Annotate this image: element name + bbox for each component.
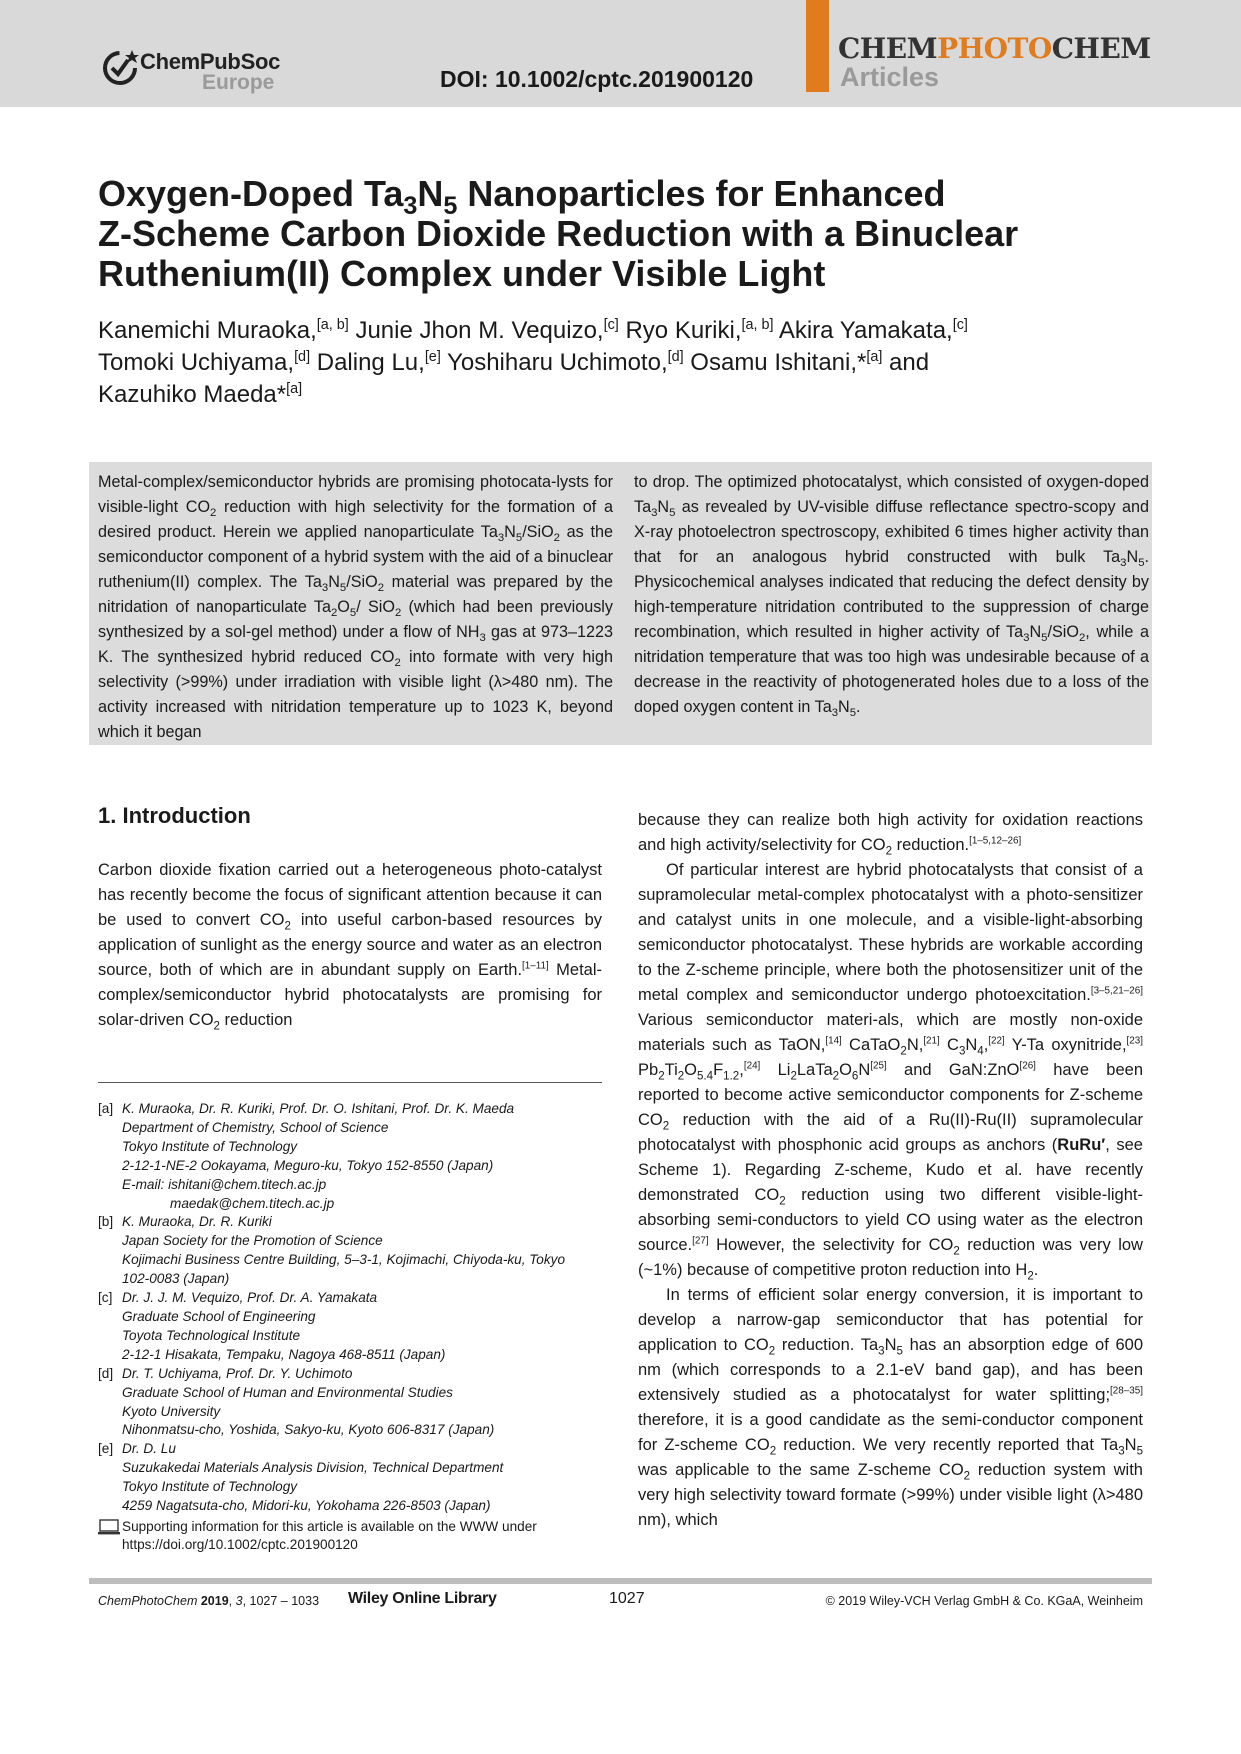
author-name: Akira Yamakata, <box>778 317 953 344</box>
affiliation-entry: [e] Dr. D. Lu Suzukakedai Materials Analysis Division, Technical Department Tokyo Institute of Technology 4259 Nagatsuta-cho, Midori-ku, Yokohama 226-8503 (Japan) <box>98 1441 504 1514</box>
logo-text-chempubsoc: ChemPubSoc <box>140 49 281 74</box>
citation-link[interactable]: [22] <box>988 1035 1005 1047</box>
author-name: Tomoki Uchiyama, <box>98 349 295 376</box>
journal-name: CHEMPHOTOCHEM <box>838 32 1151 65</box>
doi-label[interactable]: DOI: 10.1002/cptc.201900120 <box>440 66 754 92</box>
wiley-online-library-link[interactable]: Wiley Online Library <box>348 1590 497 1607</box>
supporting-information-note <box>98 1518 604 1554</box>
author-name: Yoshiharu Uchimoto, <box>447 349 668 376</box>
author-name: Osamu Ishitani,* <box>690 349 867 376</box>
affiliation-entry: [d] Dr. T. Uchiyama, Prof. Dr. Y. Uchimoto Graduate School of Human and Environmental Studies Kyoto University Nihonmatsu-cho, Yoshida, Sakyo-ku, Kyoto 606-8317 (Japan) <box>98 1365 495 1438</box>
page-number: 1027 <box>609 1590 645 1607</box>
citation-link[interactable]: [23] <box>1126 1035 1144 1047</box>
abstract-column-left: Metal-complex/semiconductor hybrids are promising photocata-lysts for visible-light $CO_2$ reduction with high selectivity for the formation of a desired product. Herein we applied nanoparticulate $Ta_3N_5/SiO_2$ as the semiconductor component of a hybrid system with the aid of a binuclear ruthenium(II) complex. The $Ta_3N_5/SiO_2$ material was prepared by the nitridation of nanoparticulate $Ta_2O_5/$ SiO$_2$ (which had been previously synthesized by a sol-gel method) under a flow of $NH_3$ gas at 973–1223 K. The synthesized hybrid reduced $CO_2$ into formate with very high selectivity (>99%) under irradiation with visible light (λ>480 nm). The activity increased with nitridation temperature up to 1023 K, beyond which it began <box>98 473 614 741</box>
citation-link[interactable]: [28–35] <box>1110 1385 1143 1397</box>
affiliation-entry: [c] Dr. J. J. M. Vequizo, Prof. Dr. A. Yamakata Graduate School of Engineering Toyota Technological Institute 2-12-1 Hisakata, Tempaku, Nagoya 468-8511 (Japan) <box>98 1290 446 1362</box>
section-type: Articles <box>840 62 940 92</box>
footer-divider <box>89 1578 1152 1584</box>
intro-column-right: because they can realize both high activity for oxidation reactions and high activity/selectivity for $CO_2$ reduction.[1–5,12–26] Of particular interest are hybrid photocatalysts that consist of a supramolecular metal-complex photocatalyst with a photo-sensitizer and catalyst units in one molecule, and a visible-light-absorbing semiconductor photocatalyst. These hybrids are workable according to the Z-scheme principle, where both the photosensitizer unit of the metal complex and semiconductor undergo photoexcitation.[3–5,21–26] Various semiconductor materi-als, which are mostly non-oxide materials such as TaON,[14] CaTaO$_2$N,[21] $C_3N_4,[22]$ Y-Ta oxynitride,[23] $Pb_2Ti_2O_{5.4}F_{1.2},[24]$ $Li_2LaTa_2O_6N[25]$ and GaN:ZnO[26] have been reported to become active semiconductor components for Z-scheme $CO_2$ reduction with the aid of a Ru(II)-Ru(II) supramolecular photocatalyst with phosphonic acid groups as anchors (RuRu′, see Scheme 1). Regarding Z-scheme, Kudo et al. have recently demonstrated $CO_2$ reduction using two different visible-light-absorbing semi-conductors to yield CO using water as the electron source.[27] However, the selectivity for $CO_2$ reduction was very low (~1%) because of competitive proton reduction into $H_2$. In terms of efficient solar energy conversion, it is important to develop a narrow-gap semiconductor that has potential for application to $CO_2$ reduction. $Ta_3N_5$ has an absorption edge of 600 nm (which corresponds to a 2.1-eV band gap), and has been extensively studied as a photocatalyst for water splitting;[28–35] therefore, it is a good candidate as the semi-conductor component for Z-scheme $CO_2$ reduction. We very recently reported that $Ta_3N_5$ was applicable to the same Z-scheme $CO_2$ reduction system with very high selectivity toward formate (>99%) under visible light (λ>480 nm), which <box>638 811 1144 1529</box>
citation-footer: ChemPhotoChem 2019, 3, 1027 – 1033 <box>98 1594 320 1608</box>
chempubsoc-logo-icon <box>100 46 144 90</box>
author-list: Kanemichi Muraoka,[a, b] Junie Jhon M. Vequizo,[c] Ryo Kuriki,[a, b] Akira Yamakata,[c] Tomoki Uchiyama,[d] Daling Lu,[e] Yoshiharu Uchimoto,[d] Osamu Ishitani,*[a] and Kazuhiko Maeda*[a] <box>98 317 968 408</box>
logo-text-europe: Europe <box>202 71 275 94</box>
abstract-box <box>89 462 1152 745</box>
citation-link[interactable]: [14] <box>825 1035 842 1047</box>
citation-link[interactable]: [3–5,21–26] <box>1090 985 1143 997</box>
section-heading-introduction: 1. Introduction <box>98 803 251 828</box>
author-name: Kazuhiko Maeda* <box>98 381 287 408</box>
computer-icon <box>98 1519 120 1535</box>
footnote-divider <box>98 1082 602 1083</box>
accent-bar <box>806 0 829 92</box>
intro-column-left: Carbon dioxide fixation carried out a heterogeneous photo-catalyst has recently become the focus of significant attention because it can be used to convert $CO_2$ into useful carbon-based resources by application of sunlight as the energy source and water as an electron source, both of which are in abundant supply on Earth.[1–11] Metal-complex/semiconductor hybrid photocatalysts are promising for solar-driven $CO_2$ reduction <box>98 861 603 1033</box>
affiliation-entry: [b] K. Muraoka, Dr. R. Kuriki Japan Society for the Promotion of Science Kojimachi Business Centre Building, 5–3-1, Kojimachi, Chiyoda-ku, Tokyo 102-0083 (Japan) <box>98 1214 566 1287</box>
citation-link[interactable]: [21] <box>923 1035 940 1047</box>
article-title: Oxygen-Doped $Ta_3N_5$ Nanoparticles for Enhanced Z-Scheme Carbon Dioxide Reduction with a Binuclear Ruthenium(II) Complex under Visible Light <box>98 173 1019 294</box>
citation-link[interactable]: [1–11] <box>522 960 549 972</box>
author-name: Daling Lu, <box>316 349 425 376</box>
author-name: Kanemichi Muraoka, <box>98 317 317 344</box>
copyright-notice: © 2019 Wiley-VCH Verlag GmbH & Co. KGaA, Weinheim <box>825 1594 1143 1608</box>
affiliations-block <box>98 1100 608 1516</box>
citation-link[interactable]: [25] <box>870 1060 887 1072</box>
citation-link[interactable]: [26] <box>1019 1060 1036 1072</box>
author-name: Ryo Kuriki, <box>625 317 742 344</box>
email-link[interactable]: maedak@chem.titech.ac.jp <box>170 1195 335 1211</box>
publisher-logo <box>100 46 290 96</box>
citation-link[interactable]: [1–5,12–26] <box>969 835 1022 847</box>
author-name: Junie Jhon M. Vequizo, <box>355 317 604 344</box>
abstract-column-right: to drop. The optimized photocatalyst, which consisted of oxygen-doped $Ta_3N_5$ as revealed by UV-visible diffuse reflectance spectro-scopy and X-ray photoelectron spectroscopy, exhibited 6 times higher activity than that for an analogous hybrid constructed with bulk $Ta_3N_5$. Physicochemical analyses indicated that reducing the defect density by high-temperature nitridation contributed to the suppression of charge recombination, which resulted in higher activity of $Ta_3N_5/SiO_2$, while a nitridation temperature that was too high was undesirable because of a decrease in the reactivity of photogenerated holes due to a loss of the doped oxygen content in $Ta_3N_5$. <box>634 473 1149 720</box>
citation-link[interactable]: [24] <box>743 1060 761 1072</box>
affiliation-entry: [a] K. Muraoka, Dr. R. Kuriki, Prof. Dr. O. Ishitani, Prof. Dr. K. Maeda Department of Chemistry, School of Science Tokyo Institute of Technology 2-12-1-NE-2 Ookayama, Meguro-ku, Tokyo 152-8550 (Japan) E-mail: ishitani@chem.titech.ac.jp maedak@chem.titech.ac.jp <box>98 1100 608 1213</box>
email-link[interactable]: E-mail: ishitani@chem.titech.ac.jp <box>122 1176 327 1192</box>
header-bar <box>0 0 1241 107</box>
supporting-info-link[interactable]: Supporting information for this article is available on the WWW under https://doi.org/10.1002/cptc.201900120 <box>122 1519 537 1552</box>
citation-link[interactable]: [27] <box>692 1235 709 1247</box>
